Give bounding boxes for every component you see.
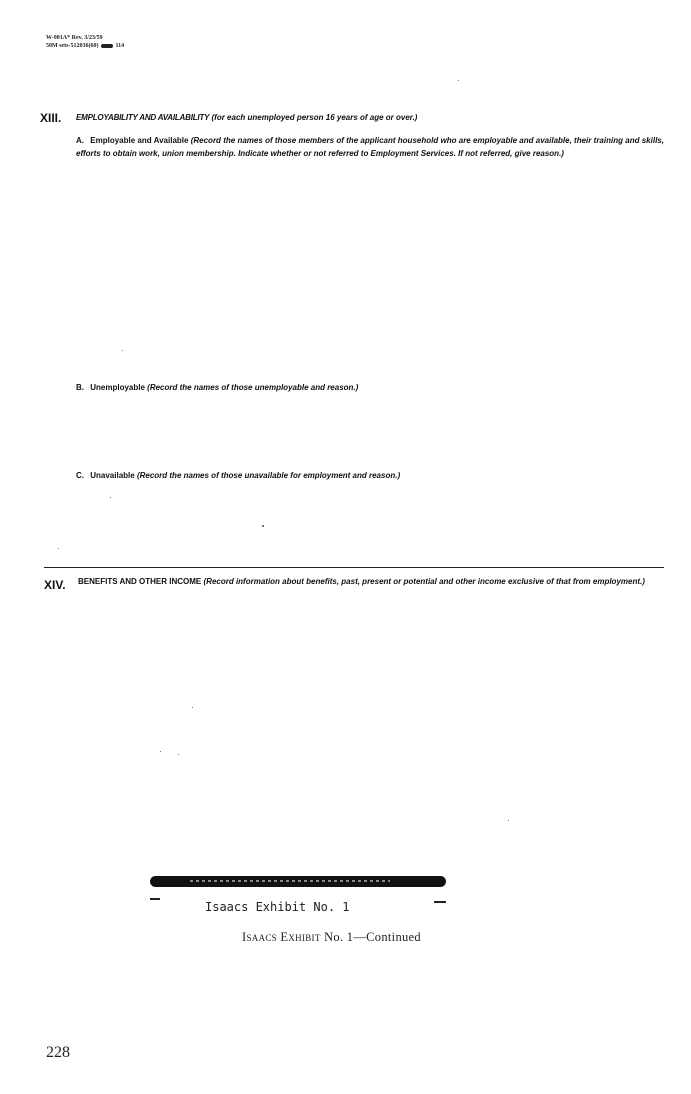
section-14-instruction: (Record information about benefits, past, present or potential and other income exclusive of that from employment.) <box>203 577 645 586</box>
section-13-c-heading: Unavailable <box>90 471 135 480</box>
section-13-heading: EMPLOYABILITY AND AVAILABILITY <box>76 113 210 122</box>
stamp-dash-left <box>150 898 160 900</box>
scan-speck <box>122 350 123 351</box>
section-14-body <box>78 576 664 589</box>
section-13-b-letter: B. <box>76 383 84 392</box>
section-13-b-heading: Unemployable <box>90 383 145 392</box>
section-13-c <box>76 470 664 483</box>
scan-speck <box>458 80 459 81</box>
scan-speck <box>192 707 193 708</box>
exhibit-caption: Isaacs Exhibit No. 1 <box>205 900 350 914</box>
exhibit-continued-rest: No. 1—Continued <box>324 930 421 944</box>
exhibit-continued-name: Isaacs Exhibit <box>242 930 321 944</box>
section-13-number: XIII. <box>40 111 62 125</box>
form-code-line-2-text: 50M sets-512036(60) <box>46 43 99 49</box>
stamp-dash-right <box>434 901 446 903</box>
exhibit-stamp-bar <box>150 876 446 887</box>
union-bug-icon <box>101 44 113 48</box>
section-13-a-instruction: (Record the names of those members of the applicant household who are employable and available, their training and skills, efforts to obtain work, union membership. Indicate whether or not referred to Employment Services. If not referred, give reason.) <box>76 136 664 158</box>
section-13-note: (for each unemployed person 16 years of age or over.) <box>211 113 418 122</box>
form-code-line-2 <box>46 42 124 50</box>
section-13-a <box>76 135 664 160</box>
page-number: 228 <box>46 1044 70 1061</box>
form-code <box>46 34 124 50</box>
section-13-b-instruction: (Record the names of those unemployable and reason.) <box>147 383 359 392</box>
section-13-title <box>76 113 417 122</box>
scan-speck <box>178 754 179 755</box>
section-13-a-letter: A. <box>76 136 84 145</box>
form-code-line-2-suffix: 114 <box>115 43 125 49</box>
scan-speck <box>110 497 111 498</box>
scan-speck <box>262 525 264 527</box>
form-code-line-1: W-901A* Rev. 3/23/59 <box>46 35 103 41</box>
section-13-c-instruction: (Record the names of those unavailable for employment and reason.) <box>136 471 401 480</box>
section-14-number: XIV. <box>44 578 66 592</box>
section-14-heading: BENEFITS AND OTHER INCOME <box>78 577 202 586</box>
scan-speck <box>160 751 161 752</box>
section-13-b <box>76 382 664 395</box>
section-13-c-letter: C. <box>76 471 84 480</box>
scan-speck <box>58 548 59 549</box>
scan-speck <box>508 820 509 821</box>
section-13-a-heading: Employable and Available <box>90 136 189 145</box>
exhibit-continued-caption <box>242 930 421 945</box>
section-divider <box>44 567 664 568</box>
